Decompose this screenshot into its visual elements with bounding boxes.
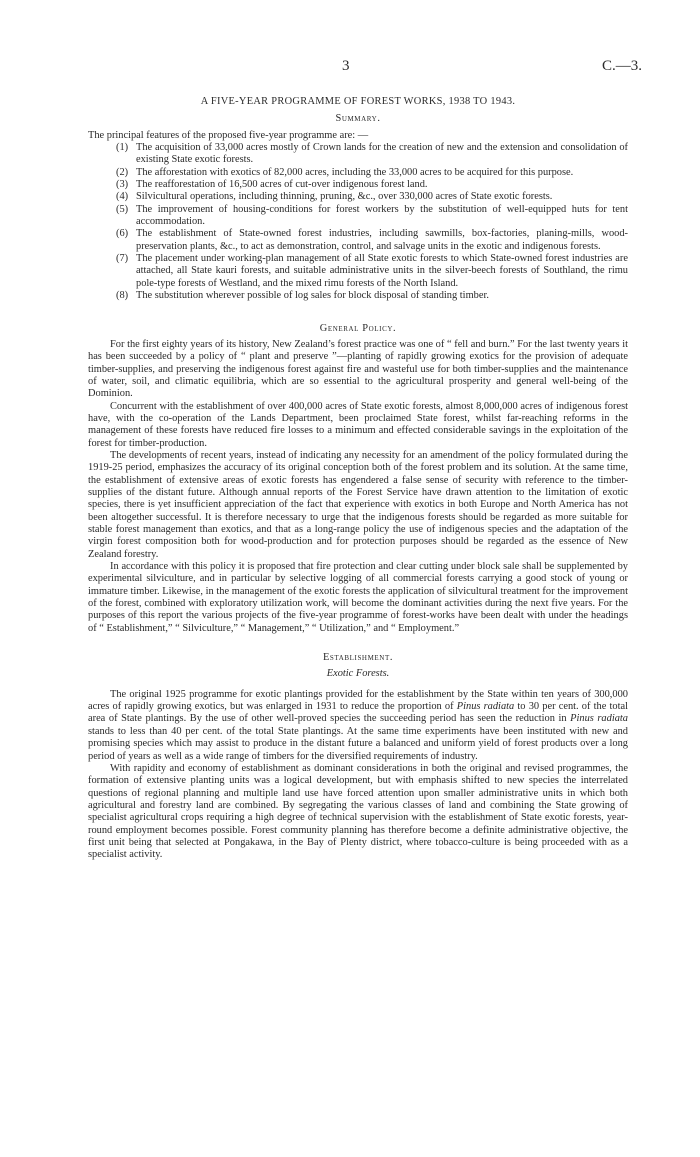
policy-paragraph: The developments of recent years, instead of indicating any necessity for an amendment of the policy formulated during the 1919-25 period, emphasizes the accuracy of its original conception both of the forest problem and its solution. At the same time, the establishment of extensive areas of exotic forests has engendered a false sense of security with reference to the timber-supplies of the distant future. Although annual reports of the Forest Service have drawn attention to the limitation of exotic species, there is yet insufficient appreciation of the fact that experience with exotics in both Europe and North America has not been altogether successful. It is therefore necessary to urge that the indigenous forests should be regarded as more suitable for stable forest management than exotics, and that as a long-range policy the use of indigenous species and the adaptation of the virgin forest composition both for wood-production and for protection purposes should be regarded as the essence of New Zealand forestry. [88,449,628,560]
establishment-section [88,652,628,862]
feature-number: (7) [116,253,129,265]
feature-text: The afforestation with exotics of 82,000 acres, including the 33,000 acres to be acquired for this purpose. [136,166,574,178]
feature-item [88,253,628,290]
feature-text: The improvement of housing-conditions for forest workers by the substitution of well-equipped huts for tent accommodation. [136,203,628,228]
establishment-heading: Establishment. [322,652,394,664]
feature-number: (2) [116,166,129,178]
policy-paragraph: In accordance with this policy it is proposed that fire protection and clear cutting under block sale shall be supplemented by experimental silviculture, and in particular by selective logging of all commercial forests carrying a good stock of young or immature timber. Likewise, in the management of the exotic forests the application of silvicultural treatment for the improvement of the forest, combined with exploratory utilization work, will become the dominant activities during the next five years. For the purposes of this report the various projects of the five-year programme of forest-works have been dealt with under the headings of “ Establishment,” “ Silviculture,” “ Management,” “ Utilization,” and “ Employment.” [88,561,628,634]
feature-number: (4) [116,191,129,203]
page-header [0,58,700,74]
feature-item [88,179,628,191]
feature-number: (6) [116,228,129,240]
species-name: Pinus radiata [456,701,515,713]
exotic-forests-subheading: Exotic Forests. [326,668,390,680]
document-title: A FIVE-YEAR PROGRAMME OF FOREST WORKS, 1938 TO 1943. [200,96,516,107]
page-number: 3 [342,58,350,74]
general-policy-heading: General Policy. [319,322,397,334]
document-body [88,96,628,862]
establishment-paragraph: With rapidity and economy of establishment as dominant considerations in both the original and revised programmes, the formation of extensive planting units was a logical development, but with emphasis shifted to new species the interrelated questions of regional planning and multiple land use have forced attention upon smaller administrative units in which both agricultural and forestry land are combined. By segregating the various classes of land and combining the State growing of specialist agricultural crops requiring a high degree of technical supervision with the establishment of State exotic forests, year-round employment becomes possible. Forest community planning has therefore become a definite administrative objective, the first unit being that selected at Pongakawa, in the Bay of Plenty district, where tobacco-culture is being proceeded with as a specialist activity. [88,762,628,861]
feature-text: The placement under working-plan management of all State exotic forests to which State-owned forest industries are attached, all State kauri forests, and suitable administrative units in the silver-beech forests of Southland, the rimu pole-type forests of Westland, and the mixed rimu forests of the North Island. [136,253,628,289]
feature-text: The reafforestation of 16,500 acres of cut-over indigenous forest land. [136,179,428,191]
document-reference: C.—3. [601,58,642,74]
feature-item [88,191,628,203]
feature-text: The acquisition of 33,000 acres mostly of Crown lands for the creation of new and the extension and consolidation of existing State exotic forests. [136,142,628,166]
feature-item [88,167,628,179]
feature-number: (1) [116,142,129,154]
feature-item [88,228,628,253]
general-policy-section [88,323,628,636]
establishment-paragraph: The original 1925 programme for exotic plantings provided for the establishment by the State within ten years of 300,000 acres of rapidly growing exotics, but was enlarged in 1931 to reduce the proportion of Pinus radiata to 30 per cent. of the total area of State plantings. By the use of other well-proved species the succeeding period has seen the reduction in Pinus radiata stands to less than 40 per cent. of the total State plantings. At the same time experiments have been instituted with new and promising species which may assist to produce in the distant future a balanced and uniform yield of forest products over a long period of years as well as a wide range of timbers for the diversified requirements of industry. [88,688,629,762]
feature-text: Silvicultural operations, including thinning, pruning, &c., over 330,000 acres of State exotic forests. [136,191,553,203]
feature-item [88,204,628,229]
summary-heading: Summary. [335,113,381,125]
summary-intro: The principal features of the proposed five-year programme are: — [88,129,369,141]
feature-number: (5) [116,203,129,215]
species-name: Pinus radiata [570,713,628,725]
policy-paragraph: For the first eighty years of its history, New Zealand’s forest practice was one of “ fell and burn.” For the last twenty years it has been succeeded by a policy of “ plant and preserve ”—planting of rapidly growing exotics for the provision of adequate timber-supplies, and preserving the indigenous forest against fire and wasteful use for both timber-supplies and the maintenance of water, soil, and climatic equilibria, which are so essential to the agricultural prosperity and general well-being of the Dominion. [88,338,628,400]
feature-number: (8) [116,290,129,302]
feature-item [88,142,628,167]
feature-text: The establishment of State-owned forest industries, including sawmills, box-factories, planing-mills, wood-preservation plants, &c., to act as demonstration, control, and salvage units in the exotic and indigenous forests. [136,228,628,252]
feature-text: The substitution wherever possible of log sales for block disposal of standing timber. [136,290,489,302]
feature-number: (3) [116,179,129,191]
feature-item [88,290,628,302]
policy-paragraph: Concurrent with the establishment of over 400,000 acres of State exotic forests, almost 8,000,000 acres of indigenous forest have, with the co-operation of the Lands Department, been proclaimed State forest, whilst far-reaching reforms in the management of these forests have reduced fire losses to a minimum and effected considerable savings in the exploitation of the forest for timber-production. [88,400,628,449]
summary-section [88,113,628,302]
features-list [88,142,628,302]
